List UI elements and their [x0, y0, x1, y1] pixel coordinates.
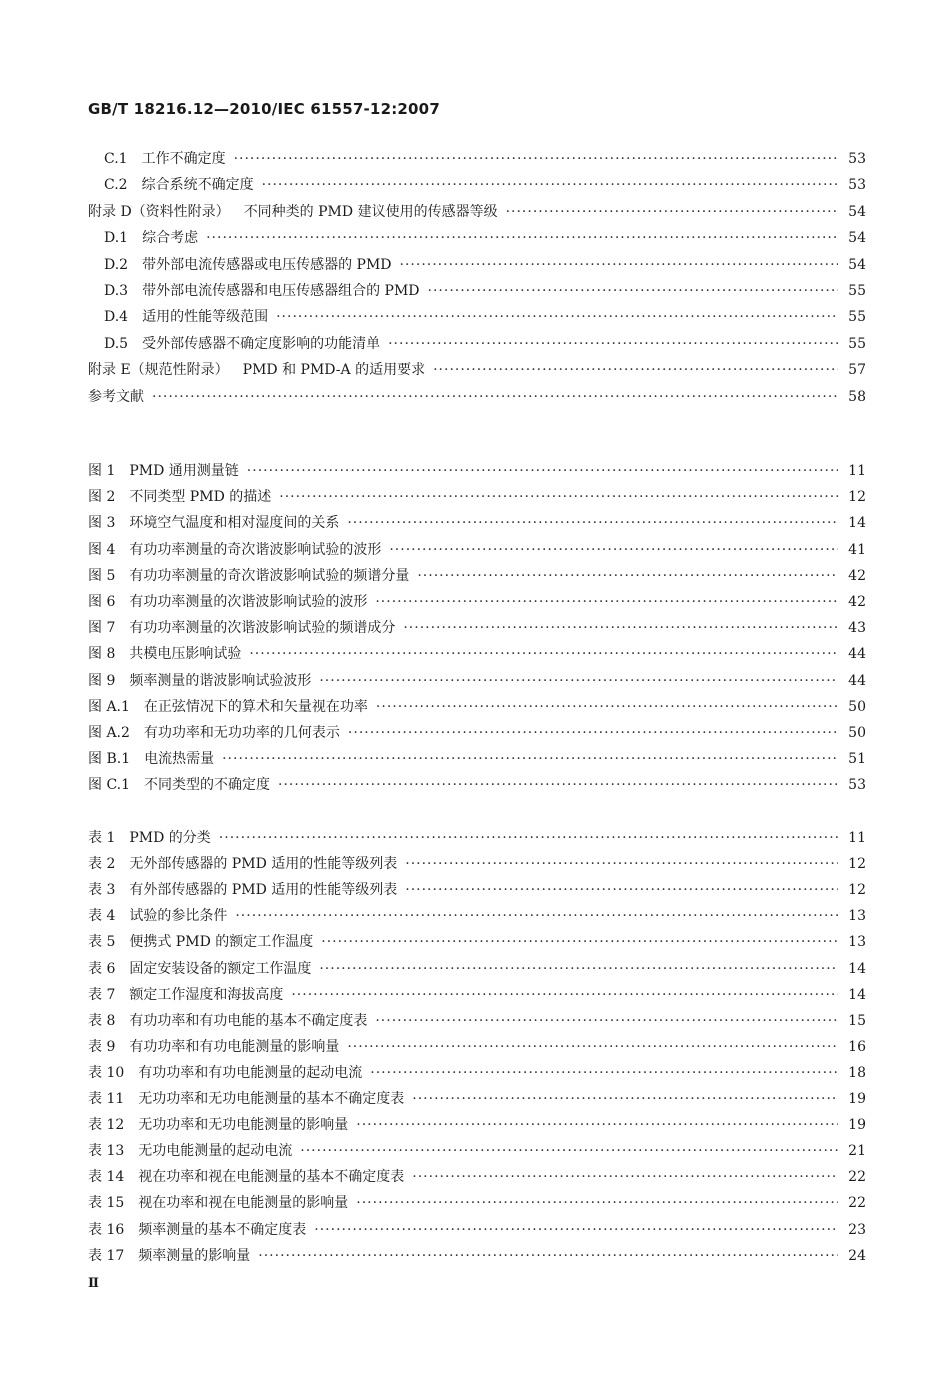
entry-page-number: 18 — [848, 1064, 866, 1081]
entry-title: 无外部传感器的 PMD 适用的性能等级列表 — [129, 856, 398, 873]
tables-entry[interactable] — [88, 1245, 866, 1265]
entry-label — [88, 201, 498, 221]
document-code-header: GB/T 18216.12—2010/IEC 61557-12:2007 — [88, 100, 440, 118]
tables-entry[interactable] — [88, 827, 866, 847]
entry-title: 不同种类的 PMD 建议使用的传感器等级 — [243, 203, 498, 220]
entry-page-number: 54 — [848, 203, 866, 220]
entry-page-number: 42 — [848, 594, 866, 610]
toc-entry[interactable] — [88, 386, 866, 406]
entry-label — [88, 879, 397, 899]
entry-title: 无功功率和无功电能测量的基本不确定度表 — [138, 1091, 405, 1107]
entry-number: 表 1 — [88, 830, 116, 846]
entry-page-number: 54 — [848, 230, 866, 247]
entry-page-number: 50 — [848, 725, 866, 741]
entry-title: 有功功率测量的次谐波影响试验的频谱成分 — [129, 620, 396, 637]
entry-title: 带外部电流传感器或电压传感器的 PMD — [142, 256, 392, 273]
dot-leader — [405, 882, 838, 898]
figures-entry[interactable] — [88, 696, 866, 716]
entry-label — [88, 359, 425, 379]
entry-label — [88, 460, 239, 480]
entry-label — [88, 512, 339, 532]
toc-entry[interactable] — [88, 254, 866, 274]
dot-leader — [247, 463, 838, 479]
dot-leader — [321, 934, 838, 950]
dot-leader — [375, 594, 838, 610]
entry-title: 电流热需量 — [144, 751, 215, 768]
entry-page-number: 57 — [848, 362, 866, 379]
entry-page-number: 44 — [848, 672, 866, 689]
entry-number: 图 8 — [88, 646, 116, 663]
dot-leader — [356, 1117, 838, 1133]
entry-title: 频率测量的影响量 — [138, 1247, 251, 1264]
tables-entry[interactable] — [88, 1192, 866, 1212]
entry-page-number: 50 — [848, 698, 866, 715]
figures-entry[interactable] — [88, 539, 866, 559]
entry-page-number: 53 — [848, 177, 866, 194]
dot-leader — [506, 204, 838, 220]
entry-title: 环境空气温度和相对湿度间的关系 — [129, 515, 340, 532]
dot-leader — [370, 1065, 838, 1081]
entry-page-number: 12 — [848, 882, 866, 899]
entry-number: 表 12 — [88, 1117, 125, 1134]
toc-entry[interactable] — [88, 306, 866, 326]
entry-label — [88, 696, 368, 716]
dot-leader — [417, 568, 838, 584]
entry-number: 表 7 — [88, 986, 116, 1003]
entry-title: 不同类型的不确定度 — [144, 777, 271, 794]
dot-leader — [276, 309, 838, 325]
figures-entry[interactable] — [88, 486, 866, 506]
entry-title: 有外部传感器的 PMD 适用的性能等级列表 — [129, 882, 398, 899]
entry-title: 有功功率测量的奇次谐波影响试验的波形 — [129, 541, 382, 558]
tables-entry[interactable] — [88, 1010, 866, 1030]
entry-label — [88, 591, 367, 611]
toc-entry[interactable] — [88, 148, 866, 168]
entry-label — [88, 827, 211, 847]
toc-entry[interactable] — [88, 333, 866, 353]
entry-title: PMD 的分类 — [129, 830, 211, 846]
dot-leader — [412, 1169, 838, 1185]
figures-entry[interactable] — [88, 565, 866, 585]
tables-entry[interactable] — [88, 931, 866, 951]
entry-page-number: 55 — [848, 283, 866, 299]
entry-number: 图 1 — [88, 463, 116, 479]
dot-leader — [428, 283, 838, 299]
entry-title: 带外部电流传感器和电压传感器组合的 PMD — [142, 283, 420, 299]
dot-leader — [319, 961, 838, 977]
entry-number: 图 6 — [88, 594, 116, 610]
dot-leader — [348, 725, 838, 741]
entry-label — [88, 565, 409, 585]
dot-leader — [206, 230, 838, 246]
figures-entry[interactable] — [88, 748, 866, 768]
entry-title: 有功功率测量的次谐波影响试验的波形 — [129, 594, 368, 610]
entry-page-number: 42 — [848, 567, 866, 584]
entry-title: 有功功率和无功功率的几何表示 — [143, 725, 340, 741]
entry-title: 无功功率和无功电能测量的影响量 — [138, 1117, 349, 1134]
entry-page-number: 14 — [848, 986, 866, 1003]
entry-label — [88, 1088, 404, 1108]
entry-label — [104, 306, 268, 326]
entry-number: 表 14 — [88, 1169, 125, 1186]
entry-page-number: 19 — [848, 1091, 866, 1107]
entry-page-number: 55 — [848, 309, 866, 326]
dot-leader — [262, 177, 838, 193]
entry-page-number: 55 — [848, 335, 866, 352]
tables-entry[interactable] — [88, 1036, 866, 1056]
entry-label — [88, 931, 313, 951]
toc-entry[interactable] — [88, 280, 866, 300]
entry-label — [88, 774, 270, 794]
entry-title: 视在功率和视在电能测量的基本不确定度表 — [138, 1169, 405, 1186]
entry-label — [88, 905, 227, 925]
entry-number: 表 11 — [88, 1091, 125, 1107]
entry-label — [88, 1036, 339, 1056]
figures-entry[interactable] — [88, 617, 866, 637]
entry-number: D.5 — [104, 335, 129, 352]
entry-number: 表 4 — [88, 908, 116, 925]
entry-label — [88, 1245, 250, 1265]
entry-page-number: 13 — [848, 934, 866, 951]
dot-leader — [433, 362, 838, 378]
entry-number: D.3 — [104, 283, 129, 299]
entry-number: D.2 — [104, 256, 129, 273]
entry-page-number: 13 — [848, 908, 866, 925]
dot-leader — [405, 856, 838, 872]
entry-title: 便携式 PMD 的额定工作温度 — [129, 934, 314, 951]
entry-number: 图 C.1 — [88, 777, 131, 794]
entry-page-number: 58 — [848, 388, 866, 405]
entry-title: 有功功率和有功电能测量的起动电流 — [138, 1064, 363, 1081]
entry-page-number: 53 — [848, 151, 866, 167]
figures-entry[interactable] — [88, 591, 866, 611]
entry-title: 工作不确定度 — [141, 151, 226, 167]
entry-page-number: 22 — [848, 1195, 866, 1212]
entry-title: 有功功率和有功电能的基本不确定度表 — [129, 1012, 368, 1029]
entry-number: D.4 — [104, 309, 129, 326]
figures-entry[interactable] — [88, 460, 866, 480]
figures-entry[interactable] — [88, 722, 866, 742]
entry-label — [88, 1140, 292, 1160]
entry-label — [88, 984, 283, 1004]
entry-number: C.2 — [104, 177, 128, 194]
entry-label — [88, 853, 397, 873]
figures-entry[interactable] — [88, 643, 866, 663]
entry-title: 不同类型 PMD 的描述 — [129, 489, 272, 506]
entry-page-number: 15 — [848, 1012, 866, 1029]
dot-leader — [300, 1143, 838, 1159]
entry-page-number: 11 — [848, 830, 866, 846]
entry-number: 图 7 — [88, 620, 116, 637]
dot-leader — [347, 515, 838, 531]
toc-entry[interactable] — [88, 201, 866, 221]
entry-label — [88, 643, 241, 663]
dot-leader — [152, 389, 838, 405]
dot-leader — [258, 1248, 838, 1264]
entry-number: 附录 E（规范性附录） — [88, 362, 229, 379]
dot-leader — [347, 1039, 838, 1055]
entry-number: 附录 D（资料性附录） — [88, 203, 230, 220]
entry-number: 表 10 — [88, 1064, 125, 1081]
entry-number: 表 3 — [88, 882, 116, 899]
entry-label — [88, 748, 214, 768]
dot-leader — [235, 908, 838, 924]
entry-number: 图 A.1 — [88, 698, 130, 715]
entry-number: 表 13 — [88, 1143, 125, 1160]
entry-title: 试验的参比条件 — [129, 908, 228, 925]
entry-page-number: 12 — [848, 856, 866, 873]
tables-entry[interactable] — [88, 984, 866, 1004]
entry-title: 在正弦情况下的算术和矢量视在功率 — [143, 698, 368, 715]
entry-page-number: 43 — [848, 620, 866, 637]
tables-entry[interactable] — [88, 905, 866, 925]
entry-page-number: 54 — [848, 256, 866, 273]
entry-page-number: 12 — [848, 489, 866, 506]
entry-title: 频率测量的谐波影响试验波形 — [129, 672, 312, 689]
entry-title: 频率测量的基本不确定度表 — [138, 1221, 307, 1238]
entry-number: 图 5 — [88, 567, 116, 584]
entry-title: PMD 通用测量链 — [129, 463, 239, 479]
toc-entry[interactable] — [88, 359, 866, 379]
tables-entry[interactable] — [88, 1114, 866, 1134]
entry-title: 适用的性能等级范围 — [142, 309, 269, 326]
entry-title: 受外部传感器不确定度影响的功能清单 — [142, 335, 381, 352]
entry-title: 有功功率测量的奇次谐波影响试验的频谱分量 — [129, 567, 410, 584]
tables-entry[interactable] — [88, 879, 866, 899]
entry-number: 图 3 — [88, 515, 116, 532]
entry-title: 无功电能测量的起动电流 — [138, 1143, 293, 1160]
dot-leader — [412, 1091, 838, 1107]
entry-title: 额定工作湿度和海拔高度 — [129, 986, 284, 1003]
entry-title: 综合考虑 — [142, 230, 199, 247]
entry-page-number: 11 — [848, 463, 866, 479]
entry-number: D.1 — [104, 230, 129, 247]
entry-number: 图 2 — [88, 489, 116, 506]
dot-leader — [375, 1013, 838, 1029]
dot-leader — [314, 1222, 838, 1238]
entry-number: 图 A.2 — [88, 725, 130, 741]
entry-page-number: 19 — [848, 1117, 866, 1134]
entry-label — [88, 1219, 306, 1239]
entry-page-number: 41 — [848, 541, 866, 558]
entry-label — [104, 174, 254, 194]
entry-label — [88, 539, 381, 559]
dot-leader — [249, 646, 838, 662]
dot-leader — [356, 1195, 838, 1211]
entry-label — [88, 486, 271, 506]
entry-number: C.1 — [104, 151, 128, 167]
entry-number: 图 4 — [88, 541, 116, 558]
entry-label — [88, 1166, 404, 1186]
dot-leader — [291, 987, 838, 1003]
entry-title: 综合系统不确定度 — [141, 177, 254, 194]
entry-label — [104, 254, 392, 274]
entry-page-number: 24 — [848, 1247, 866, 1264]
entry-label — [88, 1114, 348, 1134]
entry-number: 表 8 — [88, 1012, 116, 1029]
toc-entry[interactable] — [88, 227, 866, 247]
dot-leader — [222, 751, 838, 767]
entry-page-number: 14 — [848, 515, 866, 532]
entry-page-number: 14 — [848, 960, 866, 977]
figures-entry[interactable] — [88, 774, 866, 794]
entry-label — [88, 670, 311, 690]
entry-label — [104, 227, 198, 247]
entry-number: 图 9 — [88, 672, 116, 689]
entry-title: PMD 和 PMD-A 的适用要求 — [242, 362, 426, 379]
entry-number: 表 16 — [88, 1221, 125, 1238]
entry-number: 表 17 — [88, 1247, 125, 1264]
entry-label — [88, 1010, 367, 1030]
figures-entry[interactable] — [88, 512, 866, 532]
entry-title: 共模电压影响试验 — [129, 646, 242, 663]
entry-label — [88, 722, 340, 742]
page-number-footer: Ⅱ — [88, 1276, 99, 1291]
entry-number: 参考文献 — [88, 388, 144, 405]
tables-entry[interactable] — [88, 853, 866, 873]
dot-leader — [400, 257, 838, 273]
entry-page-number: 16 — [848, 1038, 866, 1055]
tables-entry[interactable] — [88, 958, 866, 978]
entry-label — [88, 1062, 362, 1082]
toc-entry[interactable] — [88, 174, 866, 194]
entry-number: 表 9 — [88, 1038, 116, 1055]
tables-entry[interactable] — [88, 1219, 866, 1239]
dot-leader — [278, 777, 838, 793]
figures-entry[interactable] — [88, 670, 866, 690]
entry-title: 视在功率和视在电能测量的影响量 — [138, 1195, 349, 1212]
dot-leader — [376, 699, 838, 715]
dot-leader — [403, 620, 838, 636]
entry-number: 表 15 — [88, 1195, 125, 1212]
tables-entry[interactable] — [88, 1166, 866, 1186]
entry-number: 表 6 — [88, 960, 116, 977]
entry-label — [88, 617, 395, 637]
tables-entry[interactable] — [88, 1140, 866, 1160]
entry-label — [88, 958, 311, 978]
entry-number: 表 5 — [88, 934, 116, 951]
entry-page-number: 44 — [848, 646, 866, 663]
dot-leader — [319, 673, 838, 689]
entry-page-number: 22 — [848, 1169, 866, 1186]
dot-leader — [389, 542, 838, 558]
entry-title: 固定安装设备的额定工作温度 — [129, 960, 312, 977]
entry-page-number: 53 — [848, 777, 866, 794]
dot-leader — [388, 336, 838, 352]
entry-label — [104, 280, 420, 300]
entry-number: 表 2 — [88, 856, 116, 873]
tables-entry[interactable] — [88, 1088, 866, 1108]
entry-label — [88, 386, 144, 406]
entry-title: 有功功率和有功电能测量的影响量 — [129, 1038, 340, 1055]
tables-entry[interactable] — [88, 1062, 866, 1082]
entry-number: 图 B.1 — [88, 751, 131, 768]
entry-label — [88, 1192, 348, 1212]
entry-label — [104, 333, 380, 353]
entry-page-number: 51 — [848, 751, 866, 768]
dot-leader — [219, 830, 838, 846]
entry-label — [104, 148, 226, 168]
dot-leader — [279, 489, 838, 505]
entry-page-number: 21 — [848, 1143, 866, 1160]
entry-page-number: 23 — [848, 1221, 866, 1238]
dot-leader — [234, 151, 838, 167]
